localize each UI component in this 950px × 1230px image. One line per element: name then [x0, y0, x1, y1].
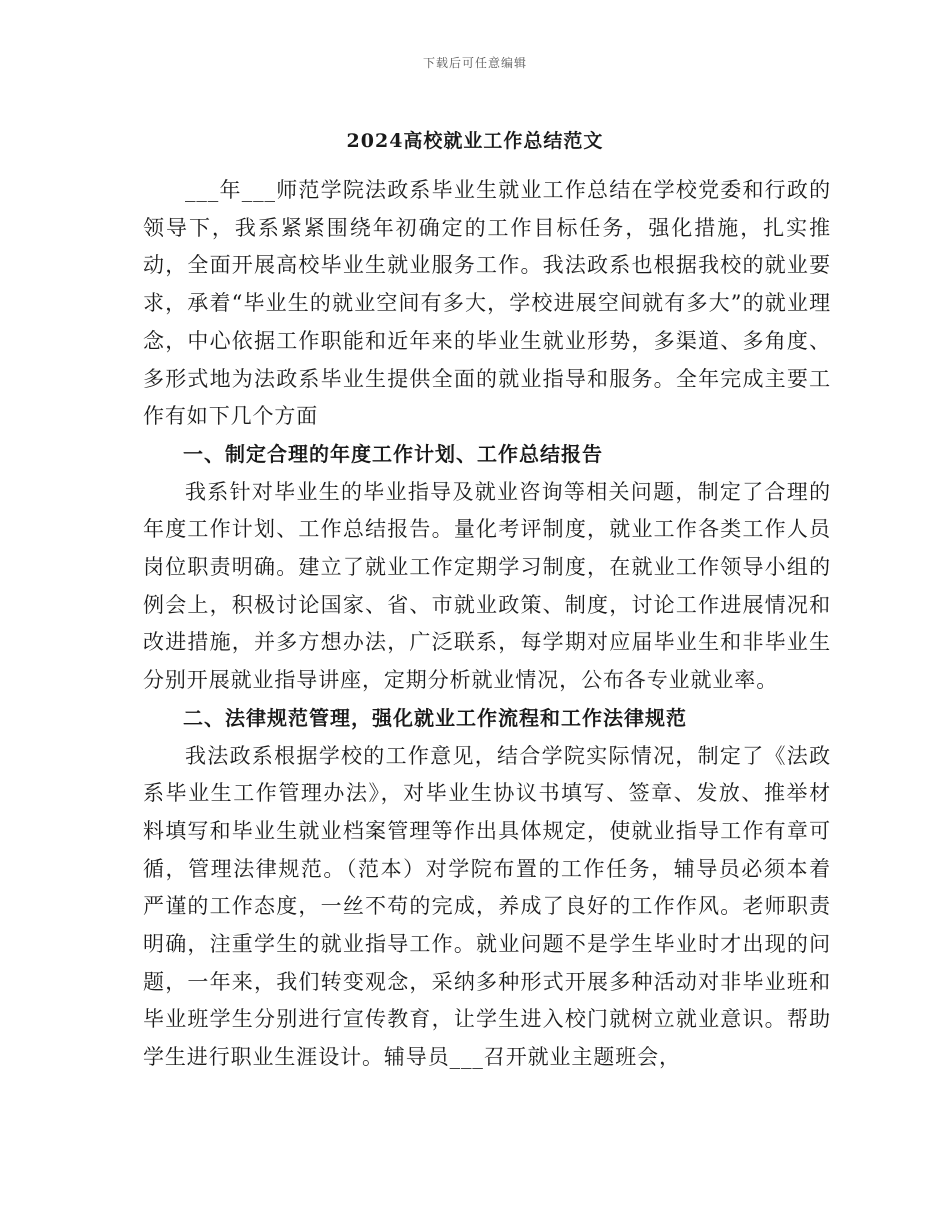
section-2-paragraph: 我法政系根据学校的工作意见，结合学院实际情况，制定了《法政系毕业生工作管理办法》，对毕业生协议书填写、签章、发放、推举材料填写和毕业生就业档案管理等作出具体规定，使就业指导工作有章可循，管理法律规范。（范本）对学院布置的工作任务，辅导员必须本着严谨的工作态度，一丝不苟的完成，养成了良好的工作作风。老师职责明确，注重学生的就业指导工作。就业问题不是学生毕业时才出现的问题，一年来，我们转变观念，采纳多种形式开展多种活动对非毕业班和毕业班学生分别进行宣传教育，让学生进入校门就树立就业意识。帮助学生进行职业生涯设计。辅导员___召开就业主题班会，	[143, 743, 831, 1070]
header-note: 下载后可任意编辑	[422, 56, 527, 70]
section-1-paragraph: 我系针对毕业生的毕业指导及就业咨询等相关问题，制定了合理的年度工作计划、工作总结报告。量化考评制度，就业工作各类工作人员岗位职责明确。建立了就业工作定期学习制度，在就业工作领导小组的例会上，积极讨论国家、省、市就业政策、制度，讨论工作进展情况和改进措施，并多方想办法，广泛联系，每学期对应届毕业生和非毕业生分别开展就业指导讲座，定期分析就业情况，公布各专业就业率。	[143, 479, 831, 693]
intro-paragraph: ___年___师范学院法政系毕业生就业工作总结在学校党委和行政的领导下，我系紧紧围绕年初确定的工作目标任务，强化措施，扎实推动，全面开展高校毕业生就业服务工作。我法政系也根据我校的就业要求，承着“毕业生的就业空间有多大，学校进展空间就有多大”的就业理念，中心依据工作职能和近年来的毕业生就业形势，多渠道、多角度、多形式地为法政系毕业生提供全面的就业指导和服务。全年完成主要工作有如下几个方面	[143, 178, 831, 429]
document-title: 2024高校就业工作总结范文	[346, 130, 604, 152]
section-2-heading: 二、法律规范管理，强化就业工作流程和工作法律规范	[183, 705, 687, 730]
document-body	[143, 172, 831, 1077]
section-1-heading: 一、制定合理的年度工作计划、工作总结报告	[183, 441, 603, 466]
